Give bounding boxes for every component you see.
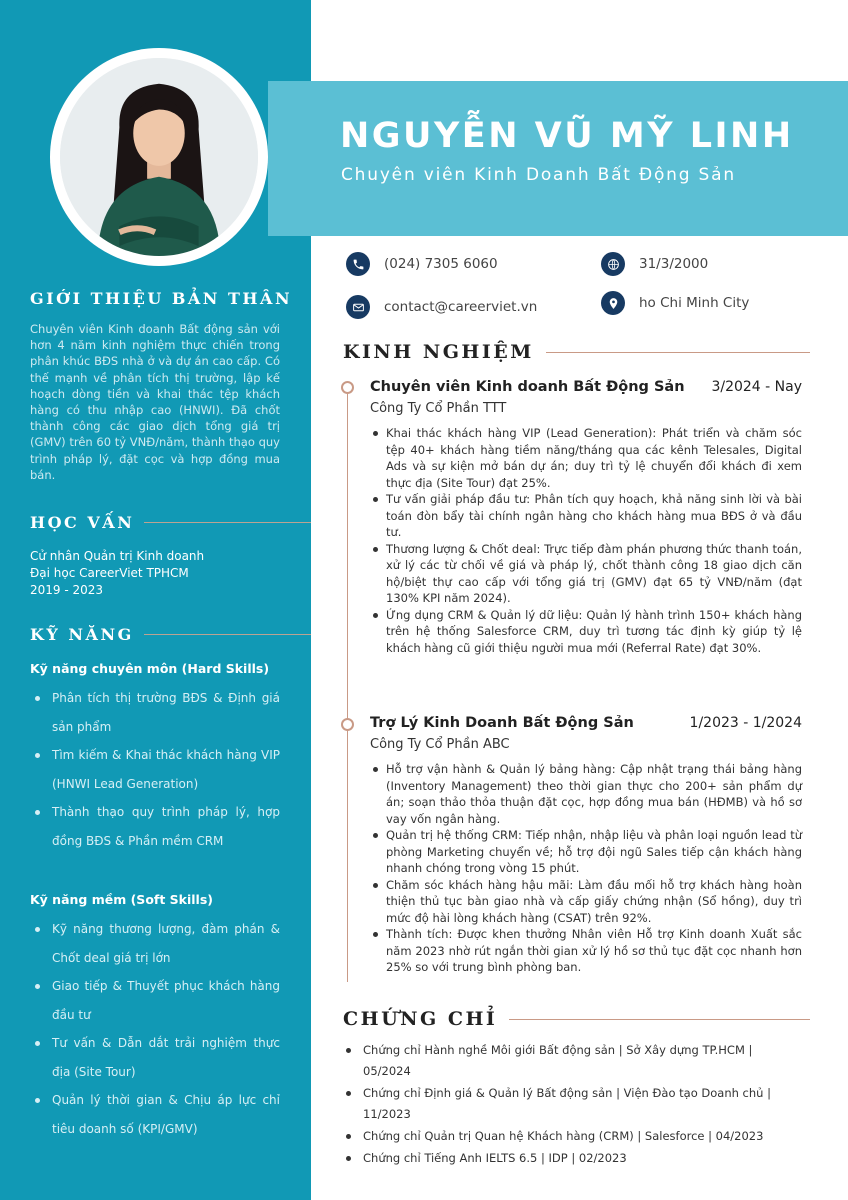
list-item: Chứng chỉ Quản trị Quan hệ Khách hàng (CRM) | Salesforce | 04/2023 xyxy=(343,1126,783,1147)
globe-icon xyxy=(601,252,625,276)
company-name: Công Ty Cổ Phần TTT xyxy=(370,401,507,416)
list-item: Quản trị hệ thống CRM: Tiếp nhận, nhập liệu và phân loại nguồn lead từ phòng Marketing chuyển về; hỗ trợ đội ngũ Sales tiếp cận khách hàng nhanh chóng trong vòng 15 phút. xyxy=(370,827,802,877)
phone-icon xyxy=(346,252,370,276)
list-item: Thành tích: Được khen thưởng Nhân viên Hỗ trợ Kinh doanh Xuất sắc năm 2023 nhờ rút ngắn thời gian xử lý hồ sơ thủ tục đặt cọc nhanh hơn 25% so với trung bình phòng ban. xyxy=(370,926,802,976)
company-name: Công Ty Cổ Phần ABC xyxy=(370,737,510,752)
profile-photo xyxy=(60,58,258,256)
timeline-line xyxy=(347,392,348,982)
job-entry xyxy=(370,379,802,656)
education-section xyxy=(30,513,311,532)
job-date: 1/2023 - 1/2024 xyxy=(689,715,802,731)
intro-heading: GIỚI THIỆU BẢN THÂN xyxy=(30,289,293,308)
education-years: 2019 - 2023 xyxy=(30,583,104,597)
email-text: contact@careerviet.vn xyxy=(384,299,538,315)
list-item: Hỗ trợ vận hành & Quản lý bảng hàng: Cập nhật trạng thái bảng hàng (Inventory Management) theo thời gian thực cho 200+ sản phẩm dự án; soạn thảo thỏa thuận đặt cọc, hợp đồng mua bán (HĐMB) và hồ sơ vay vốn ngân hàng. xyxy=(370,761,802,827)
skills-divider xyxy=(144,634,311,635)
header-banner xyxy=(268,81,848,236)
list-item: Chứng chỉ Định giá & Quản lý Bất động sản | Viện Đào tạo Doanh chủ | 11/2023 xyxy=(343,1083,783,1125)
experience-heading: KINH NGHIỆM xyxy=(343,341,810,363)
birthday-text: 31/3/2000 xyxy=(639,256,709,272)
education-degree: Cử nhân Quản trị Kinh doanh xyxy=(30,549,205,563)
list-item: Ứng dụng CRM & Quản lý dữ liệu: Quản lý hành trình 150+ khách hàng trên hệ thống Salesforce CRM, duy trì tương tác định kỳ giúp tỷ lệ khách hàng cũ giới thiệu người mua mới (Referral Rate) đạt 30%. xyxy=(370,607,802,657)
job-title: Trợ Lý Kinh Doanh Bất Động Sản xyxy=(370,715,634,731)
job-entry xyxy=(370,715,802,976)
intro-section xyxy=(30,289,311,308)
education-details xyxy=(30,548,204,599)
soft-skills-title: Kỹ năng mềm (Soft Skills) xyxy=(30,892,213,907)
job-bullets xyxy=(370,425,802,656)
list-item: Chăm sóc khách hàng hậu mãi: Làm đầu mối hỗ trợ khách hàng hoàn thiện thủ tục bàn giao nhà và cấp giấy chứng nhận (Sổ hồng), duy trì mức độ hài lòng khách hàng (CSAT) trên 92%. xyxy=(370,877,802,927)
list-item: Kỹ năng thương lượng, đàm phán & Chốt deal giá trị lớn xyxy=(30,915,280,972)
timeline-dot xyxy=(341,718,354,731)
certificates-heading: CHỨNG CHỈ xyxy=(343,1008,810,1030)
hard-skills-title: Kỹ năng chuyên môn (Hard Skills) xyxy=(30,661,270,676)
contact-email xyxy=(346,295,537,319)
candidate-name: NGUYỄN VŨ MỸ LINH xyxy=(340,116,794,156)
person-portrait-icon xyxy=(60,58,258,256)
location-text: ho Chi Minh City xyxy=(639,295,750,311)
list-item: Phân tích thị trường BĐS & Định giá sản phẩm xyxy=(30,684,280,741)
list-item: Giao tiếp & Thuyết phục khách hàng đầu tư xyxy=(30,972,280,1029)
timeline-dot xyxy=(341,381,354,394)
education-school: Đại học CareerViet TPHCM xyxy=(30,566,189,580)
intro-text: Chuyên viên Kinh doanh Bất động sản với hơn 4 năm kinh nghiệm thực chiến trong phân khúc BĐS nhà ở và dự án cao cấp. Có thế mạnh về phân tích thị trường, lập kế hoạch dòng tiền và khai thác tệp khách hàng có thu nhập cao (HNWI). Đã chốt thành công các giao dịch tổng giá trị (GMV) trên 60 tỷ VNĐ/năm, thành thạo quy trình pháp lý, đặt cọc và hợp đồng mua bán. xyxy=(30,322,280,482)
list-item: Thương lượng & Chốt deal: Trực tiếp đàm phán phương thức thanh toán, xử lý các từ chối về giá và pháp lý, chốt thành công 18 giao dịch căn hộ/biệt thự cao cấp với tổng giá trị (GMV) đạt 65 tỷ VNĐ/năm (đạt 130% KPI năm 2024). xyxy=(370,541,802,607)
list-item: Tư vấn & Dẫn dắt trải nghiệm thực địa (Site Tour) xyxy=(30,1029,280,1086)
mail-icon xyxy=(346,295,370,319)
hard-skills-list xyxy=(30,684,280,855)
contact-phone xyxy=(346,252,498,276)
education-divider xyxy=(144,522,311,523)
contact-birthday xyxy=(601,252,708,276)
job-bullets xyxy=(370,761,802,976)
list-item: Thành thạo quy trình pháp lý, hợp đồng BĐS & Phần mềm CRM xyxy=(30,798,280,855)
phone-text: (024) 7305 6060 xyxy=(384,256,498,272)
certificates-divider xyxy=(509,1019,810,1020)
contact-location xyxy=(601,291,749,315)
skills-heading: KỸ NĂNG xyxy=(30,625,311,644)
job-date: 3/2024 - Nay xyxy=(711,379,802,395)
education-heading: HỌC VẤN xyxy=(30,513,311,532)
list-item: Tư vấn giải pháp đầu tư: Phân tích quy hoạch, khả năng sinh lời và bài toán đòn bẩy tài chính ngân hàng cho khách hàng mua BĐS ở và đầu tư. xyxy=(370,491,802,541)
candidate-role: Chuyên viên Kinh Doanh Bất Động Sản xyxy=(341,165,736,185)
location-pin-icon xyxy=(601,291,625,315)
experience-divider xyxy=(546,352,810,353)
profile-photo-frame xyxy=(50,48,268,266)
soft-skills-list xyxy=(30,915,280,1143)
job-title: Chuyên viên Kinh doanh Bất Động Sản xyxy=(370,379,685,395)
list-item: Chứng chỉ Tiếng Anh IELTS 6.5 | IDP | 02/2023 xyxy=(343,1148,783,1169)
list-item: Tìm kiếm & Khai thác khách hàng VIP (HNWI Lead Generation) xyxy=(30,741,280,798)
list-item: Quản lý thời gian & Chịu áp lực chỉ tiêu doanh số (KPI/GMV) xyxy=(30,1086,280,1143)
list-item: Chứng chỉ Hành nghề Môi giới Bất động sản | Sở Xây dựng TP.HCM | 05/2024 xyxy=(343,1040,783,1082)
skills-section xyxy=(30,625,311,644)
certificates-list xyxy=(343,1040,783,1170)
list-item: Khai thác khách hàng VIP (Lead Generation): Phát triển và chăm sóc tệp 40+ khách hàng tiềm năng/tháng qua các kênh Telesales, Digital Ads và sự kiện mở bán dự án; duy trì tỷ lệ chuyển đổi khách đi xem thực địa (Site Tour) đạt 25%. xyxy=(370,425,802,491)
